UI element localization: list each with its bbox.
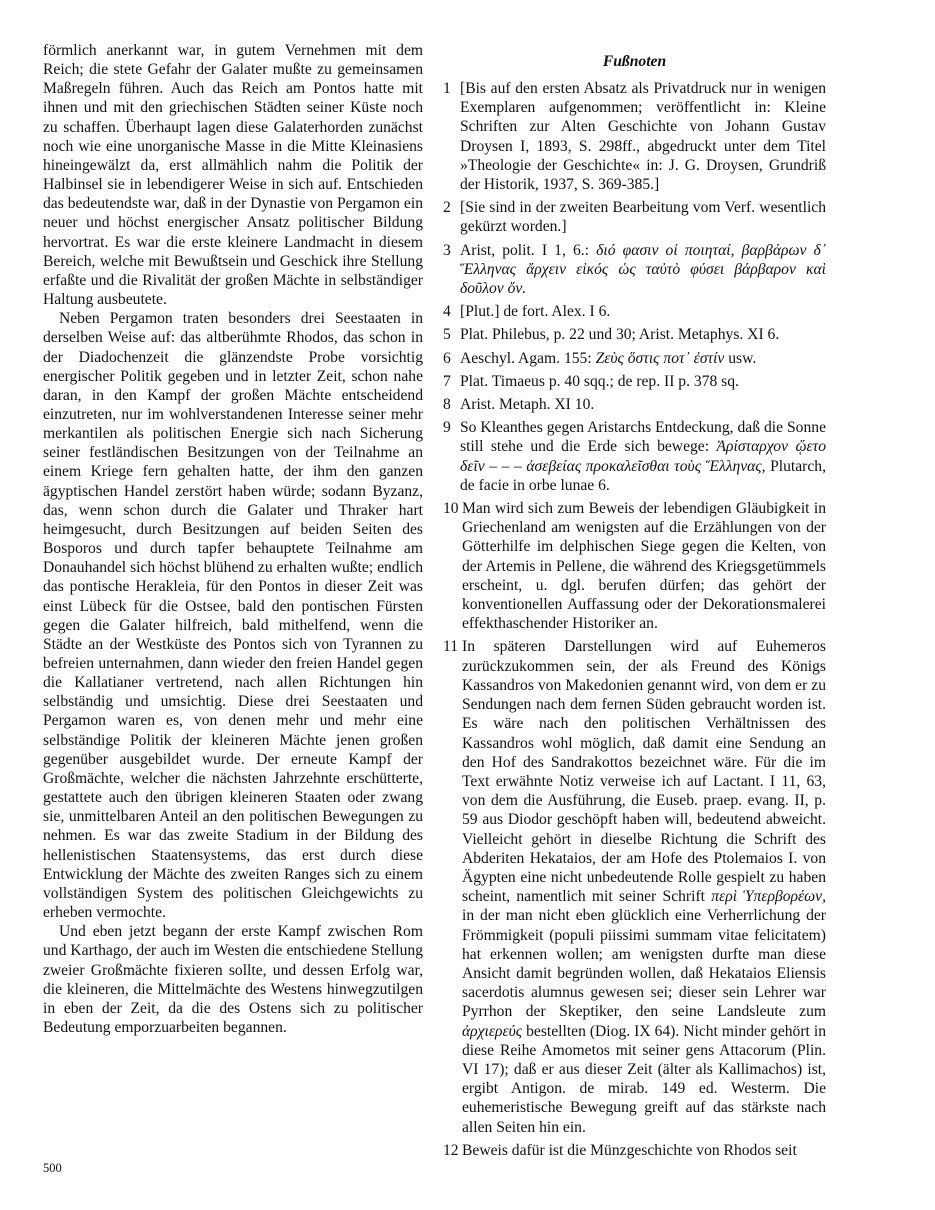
footnote-greek-quote: περὶ Ὑπερβορέων, — [711, 888, 826, 906]
footnote-number: 5 — [443, 326, 451, 344]
footnote-number: 11 — [443, 638, 459, 656]
footnote-text: Arist. Metaph. XI 10. — [460, 396, 595, 414]
footnote-text: [Bis auf den ersten Absatz als Privatdruck nur in wenigen Exemplaren aufgenommen; veröffentlicht in: Kleine Schriften zur Alten Geschichte von Johann Gustav Droysen I, 1893, S. 298ff., abgedruckt unter dem Titel »Theologie der Geschichte« in: J. G. Droysen, Grundriß der Historik, 1937, S. 369-385.] — [460, 80, 826, 194]
footnote-number: 8 — [443, 396, 451, 414]
footnote-number: 9 — [443, 419, 451, 437]
footnote-7 — [443, 372, 826, 391]
footnote-latin: Arist, polit. I 1, 6.: — [460, 241, 597, 259]
footnote-text — [460, 418, 826, 495]
footnote-10 — [443, 499, 826, 633]
footnote-3 — [443, 241, 826, 299]
footnote-number: 7 — [443, 372, 451, 390]
footnote-1 — [443, 79, 826, 194]
footnote-number: 2 — [443, 199, 451, 217]
footnote-number: 12 — [443, 1141, 459, 1159]
footnote-greek-quote: Ἀρίσταρχον ᾤετο δεῖν – – – ἀσεβείας προκαλεῖσθαι τοὺς Ἕλληνας, — [460, 438, 826, 475]
footnote-latin-after: Plutarch, de facie in orbe lunae 6. — [460, 457, 826, 494]
footnote-5 — [443, 325, 826, 344]
footnote-text: Plat. Timaeus p. 40 sqq.; de rep. II p. 378 sq. — [460, 372, 739, 390]
footnote-number: 3 — [443, 241, 451, 259]
footnote-12 — [443, 1141, 826, 1160]
footnote-number: 10 — [443, 500, 459, 518]
paragraph-2: Neben Pergamon traten besonders drei Seestaaten in derselben Weise auf: das altberühmte Rhodos, das schon in der Diadochenzeit die glänzendste Probe vorsichtig energischer Politik gegeben und in letzter Zeit, schon nahe daran, in den Kampf der großen Mächte entscheidend einzutreten, nur im wohlverstandenen Interesse seiner mehr merkantilen als politischen Energie sich nach Sicherung seiner festländischen Besitzungen von der Teilnahme an einem Kriege fern gehalten hatte, der ihm den ganzen ägyptischen Handel zerstört haben würde; sodann Byzanz, das, wenn schon durch die Galater und Thraker hart heimgesucht, durch Besitzungen auf beiden Seiten des Bosporos und durch tapfer behauptete Teilnahme am Donauhandel sich höchst blühend zu erhalten wußte; endlich das pontische Herakleia, für den Pontos in dieser Zeit was einst Lübeck für die Ostsee, bald den pontischen Fürsten gegen die Galater hilfreich, bald mithelfend, wenn die Städte an der Westküste des Pontos sich von Tyrannen zu befreien unternahmen, dann wieder den freien Handel gegen die Kallatianer vertretend, nach allen Richtungen hin selbständig und umsichtig. Diese drei Seestaaten und Pergamon waren es, von denen mehr und mehr eine selbständige Politik der kleineren Mächte jenen großen gegenüber ausgebildet wurde. Der erneute Kampf der Großmächte, welcher die nächsten Jahrzehnte erschütterte, gestattete auch den übrigen kleineren Staaten oder zwang sie, unmittelbaren Anteil an den politischen Bewegungen zu nehmen. Es war das zweite Stadium in der Bildung des hellenistischen Staatensystems, das erst durch diese Entwicklung der Mächte des zweiten Ranges sich zu einem vollständigen System des politischen Gleichgewichts zu erheben vermochte. — [43, 310, 423, 922]
paragraph-1: förmlich anerkannt war, in gutem Vernehmen mit dem Reich; die stete Gefahr der Galater mußte zu gemeinsamen Maßregeln führen. Auch das Reich am Pontos hatte mit ihnen und mit den griechischen Städten seiner Küste noch zu schaffen. Überhaupt lagen diese Galaterhorden zunächst noch wie eine unorganische Masse in die Mitte Kleinasiens hineingewälzt da, erst allmählich nahm die Politik der Halbinsel sie in lebendigerer Weise in sich auf. Entschieden das bedeutendste war, daß in der Dynastie von Pergamon ein neuer und höchst energischer Ansatz politischer Bildung hervortrat. Es war die erste kleinere Landmacht in diesem Bereich, welche mit Bewußtsein und Geschick ihre Stellung erfaßte und die Rivalität der großen Mächte in selbständiger Haltung ausbeutete. — [43, 42, 423, 309]
footnote-text: [Sie sind in der zweiten Bearbeitung vom Verf. wesentlich gekürzt worden.] — [460, 199, 826, 236]
footnote-latin: Aeschyl. Agam. 155: — [460, 349, 596, 367]
main-text-column — [43, 41, 423, 1037]
footnotes-column — [443, 52, 826, 1164]
footnote-text: Man wird sich zum Beweis der lebendigen Gläubigkeit in Griechenland am wenigsten auf die Erzählungen von der Götterhilfe im delphischen Siege gegen die Kelten, von der Artemis in Pellene, die während des Kriegsgetümmels erscheint, u. dgl. berufen dürfen; das gehört der konventionellen Auffassung oder der Dekorationsmalerei effekthaschender Historiker an. — [462, 500, 826, 633]
footnote-text: Beweis dafür ist die Münzgeschichte von Rhodos seit — [462, 1141, 797, 1159]
footnote-number: 4 — [443, 303, 451, 321]
footnote-8 — [443, 395, 826, 414]
footnote-text — [460, 349, 826, 368]
footnote-latin: So Kleanthes gegen Aristarchs Entdeckung, daß die Sonne still stehe und die Erde sich bewege: — [460, 419, 826, 456]
footnote-greek-quote-2: ἀρχιερεύς — [462, 1022, 523, 1040]
footnote-number: 6 — [443, 349, 451, 367]
footnote-6 — [443, 349, 826, 368]
footnote-text — [462, 637, 826, 1136]
footnote-text — [460, 241, 826, 299]
footnote-number: 1 — [443, 80, 451, 97]
footnote-latin-after: in der man nicht eben glücklich eine Verherrlichung der Frömmigkeit (populi piissimi summam vitae felicitatem) hat erkennen wollen; am wenigsten durfte man diese Ansicht damit begründen wollen, daß Hekataios Eliensis sacerdotis alumnus gewesen sei; dieser sein Lehrer war Pyrrhon der Skeptiker, den seine Landsleute zum — [462, 907, 826, 1021]
footnote-latin: In späteren Darstellungen wird auf Euhemeros zurückzukommen sein, der als Freund des Königs Kassandros von Makedonien genannt wird, von dem er zu Sendungen nach dem fernen Süden gebraucht worden ist. Es wäre nach den politischen Verhältnissen des Kassandros wohl möglich, daß damit eine Sendung an den Hof des Sandrakottos bezeichnet wäre. Für die im Text erwähnte Notiz verweise ich auf Lactant. I 11, 63, von dem die Ausführung, die Euseb. praep. evang. II, p. 59 aus Diodor geschöpft haben will, bedeutend abweicht. Vielleicht gehört in dieselbe Richtung die Schrift des Abderiten Hekataios, der am Hofe des Ptolemaios I. von Ägypten eine nicht unbedeutende Rolle gespielt zu haben scheint, namentlich mit seiner Schrift — [462, 638, 826, 906]
footnote-greek-quote: Ζεὺς ὅστις ποτ᾽ ἐστίν — [595, 349, 725, 367]
footnote-latin-after: usw. — [724, 349, 757, 367]
footnotes-heading: Fußnoten — [602, 53, 667, 70]
footnote-text: [Plut.] de fort. Alex. I 6. — [460, 303, 611, 321]
footnote-11 — [443, 637, 826, 1136]
footnote-9 — [443, 418, 826, 495]
paragraph-3: Und eben jetzt begann der erste Kampf zwischen Rom und Karthago, der auch im Westen die entschiedene Stellung zweier Großmächte fixieren sollte, und dessen Erfolg war, die kleineren, die Mittelmächte des Westens hinwegzutilgen in eben der Zeit, da die des Ostens sich zu politischer Bedeutung emporzuarbeiten begannen. — [43, 923, 423, 1036]
footnote-4 — [443, 302, 826, 321]
footnote-text: Plat. Philebus, p. 22 und 30; Arist. Metaphys. XI 6. — [460, 326, 780, 344]
footnote-latin-after-2: bestellten (Diog. IX 64). Nicht minder gehört in diese Reihe Amometos mit seiner gens Attacorum (Plin. VI 17); daß er aus dieser Zeit (älter als Kallimachos) ist, ergibt Antigon. de mirab. 149 ed. Westerm. Die euhemeristische Bewegung greift auf das stärkste nach allen Seiten hin ein. — [462, 1022, 826, 1136]
footnote-greek-quote: διό φασιν οἱ ποιηταί, βαρβάρων δ᾽ Ἕλληνας ἄρχειν εἰκός ὡς ταὐτὸ φύσει βάρβαρον καὶ δοῦλον ὄν. — [460, 241, 826, 298]
page-number: 500 — [43, 1161, 62, 1175]
footnote-2 — [443, 198, 826, 236]
